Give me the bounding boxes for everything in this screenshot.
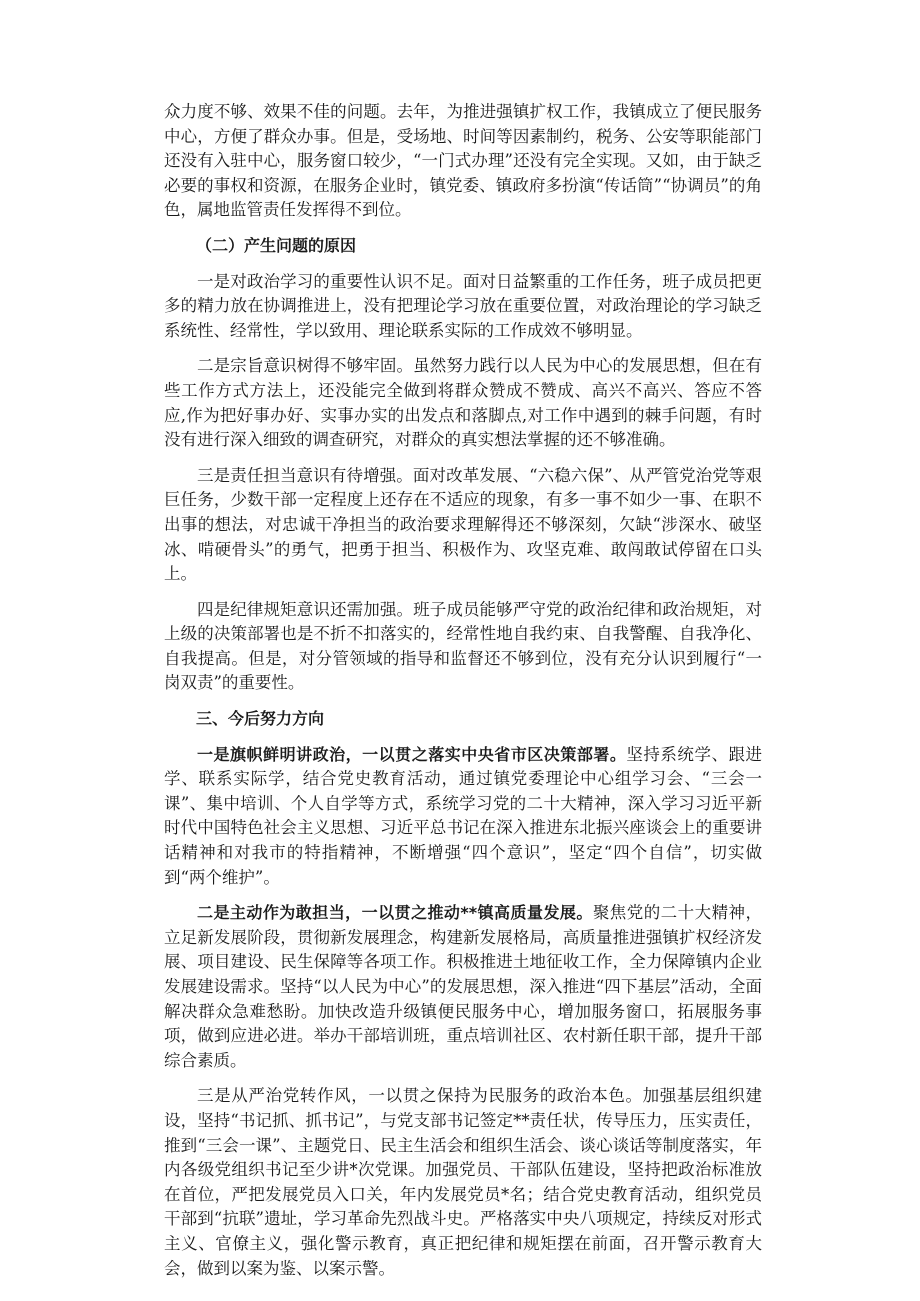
section-heading-direction: 三、今后努力方向 [196,709,325,729]
paragraph-cause-1: 一是对政治学习的重要性认识不足。面对日益繁重的工作任务，班子成员把更多的精力放在协调推进上，没有把理论学习放在重要位置，对政治理论的学习缺乏系统性、经常性，学以致用、理论联系实际的工作成效不够明显。 [164,271,762,340]
paragraph-cause-2: 二是宗旨意识树得不够牢固。虽然努力践行以人民为中心的发展思想，但在有些工作方式方法上，还没能完全做到将群众赞成不赞成、高兴不高兴、答应不答应,作为把好事办好、实事办实的出发点和落脚点,对工作中遇到的棘手问题，有时没有进行深入细致的调查研究，对群众的真实想法掌握的还不够准确。 [164,356,762,450]
paragraph-direction-2-lead: 二是主动作为敢担当，一以贯之推动**镇高质量发展。 [197,903,593,923]
section-heading-causes: （二）产生问题的原因 [196,235,357,255]
paragraph-cause-3: 三是责任担当意识有待增强。面对改革发展、“六稳六保”、从严管党治党等艰巨任务，少数干部一定程度上还存在不适应的现象，有多一事不如少一事、在职不出事的想法，对忠诚干净担当的政治要求理解得还不够深刻，欠缺“涉深水、破坚冰、啃硬骨头”的勇气，把勇于担当、积极作为、攻坚克难、敢闯敢试停留在口头上。 [164,465,762,584]
paragraph-direction-2 [164,901,762,1073]
paragraph-direction-2-body: 聚焦党的二十大精神，立足新发展阶段，贯彻新发展理念，构建新发展格局，高质量推进强镇扩权经济发展、项目建设、民生保障等各项工作。积极推进土地征收工作，全力保障镇内企业发展建设需求。坚持“以人民为中心”的发展思想，深入推进“四下基层”活动，全面解决群众急难愁盼。加快改造升级镇便民服务中心，增加服务窗口，拓展服务事项，做到应进必进。举办干部培训班，重点培训社区、农村新任职干部，提升干部综合素质。 [164,903,762,1070]
paragraph-cause-4: 四是纪律规矩意识还需加强。班子成员能够严守党的政治纪律和政治规矩，对上级的决策部署也是不折不扣落实的，经常性地自我约束、自我警醒、自我净化、自我提高。但是，对分管领域的指导和监督还不够到位，没有充分认识到履行“一岗双责”的重要性。 [164,599,762,693]
paragraph-continuation: 众力度不够、效果不佳的问题。去年，为推进强镇扩权工作，我镇成立了便民服务中心，方便了群众办事。但是，受场地、时间等因素制约，税务、公安等职能部门还没有入驻中心，服务窗口较少，“一门式办理”还没有完全实现。又如，由于缺乏必要的事权和资源，在服务企业时，镇党委、镇政府多扮演“传话筒”“协调员”的角色，属地监管责任发挥得不到位。 [164,102,762,220]
paragraph-direction-1-body: 坚持系统学、跟进学、联系实际学，结合党史教育活动，通过镇党委理论中心组学习会、“三会一课”、集中培训、个人自学等方式，系统学习党的二十大精神，深入学习习近平新时代中国特色社会主义思想、习近平总书记在深入推进东北振兴座谈会上的重要讲话精神和对我市的特指精神，不断增强“四个意识”，坚定“四个自信”，切实做到“两个维护”。 [164,744,762,887]
paragraph-direction-1-lead: 一是旗帜鲜明讲政治，一以贯之落实中央省市区决策部署。 [197,744,627,764]
paragraph-direction-1 [164,743,762,891]
paragraph-direction-3: 三是从严治党转作风，一以贯之保持为民服务的政治本色。加强基层组织建设，坚持“书记抓、抓书记”，与党支部书记签定**责任状，传导压力，压实责任，推到“三会一课”、主题党日、民主生活会和组织生活会、谈心谈话等制度落实，年内各级党组织书记至少讲*次党课。加强党员、干部队伍建设，坚持把政治标准放在首位，严把发展党员入口关，年内发展党员*名；结合党史教育活动，组织党员干部到“抗联”遗址，学习革命先烈战斗史。严格落实中央八项规定，持续反对形式主义、官僚主义，强化警示教育，真正把纪律和规矩摆在前面，召开警示教育大会，做到以案为鉴、以案示警。 [164,1086,762,1278]
document-page [164,100,762,1292]
